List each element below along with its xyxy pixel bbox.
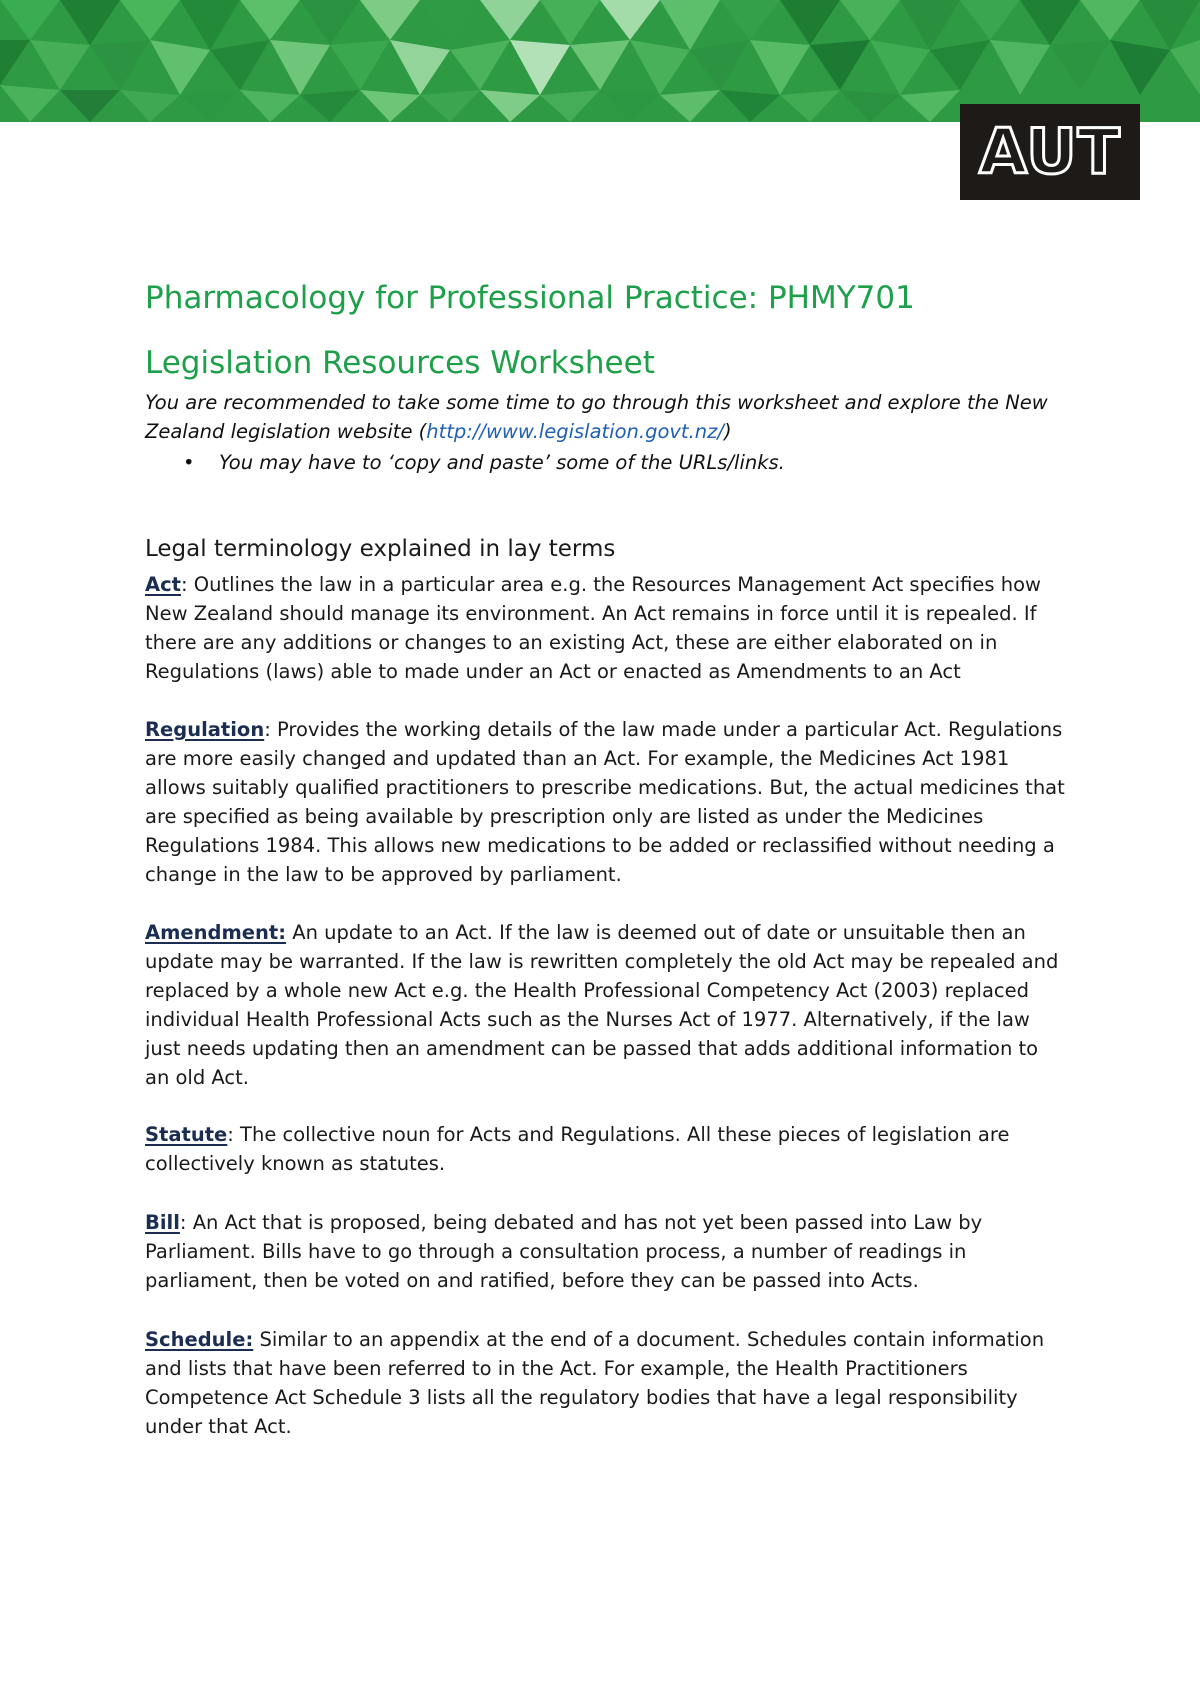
term-regulation: Regulation: Provides the working details of the law made under a particular Act. Regulations are more easily changed and updated than an Act. For example, the Medicines Act 1981 allows suitably qualified practitioners to prescribe medications. But, the actual medicines that are specified as being available by prescription only are listed as under the Medicines Regulations 1984. This allows new medications to be added or reclassified without needing a change in the law to be approved by parliament. [145,718,1065,886]
term-act: Act: Outlines the law in a particular area e.g. the Resources Management Act specifies how New Zealand should manage its environment. An Act remains in force until it is repealed. If there are any additions or changes to an existing Act, these are either elaborated on in Regulations (laws) able to made under an Act or enacted as Amendments to an Act [145,573,1041,683]
aut-logo [960,104,1140,200]
legislation-link[interactable]: http://www.legislation.govt.nz/ [426,420,724,443]
term-name: Statute [145,1123,228,1146]
term-statute: Statute: The collective noun for Acts and Regulations. All these pieces of legislation are collectively known as statutes. [145,1123,1010,1175]
list-item [183,448,785,477]
intro-paragraph [145,388,1065,446]
bullet-text: You may have to ‘copy and paste’ some of the URLs/links. [219,451,785,474]
term-schedule [145,1325,1065,1441]
document-title: Pharmacology for Professional Practice: PHMY701 [145,280,915,316]
term-amendment [145,918,1065,1092]
term-definition: An Act that is proposed, being debated and has not yet been passed into Law by Parliament. Bills have to go through a consultation process, a number of readings in parliament, then be voted on and ratified, before they can be passed into Acts. [145,1211,983,1292]
term-definition: Provides the working details of the law made under a particular Act. Regulations are more easily changed and updated than an Act. For example, the Medicines Act 1981 allows suitably qualified practitioners to prescribe medications. But, the actual medicines that are specified as being available by prescription only are listed as under the Medicines Regulations 1984. This allows new medications to be added or reclassified without needing a change in the law to be approved by parliament. [145,718,1065,886]
term-name: Regulation [145,718,265,741]
term-name: Schedule: [145,1328,254,1351]
aut-logo-text: AUT [979,115,1121,188]
bullet-dot: • [183,451,195,474]
bullet-list [183,448,785,477]
intro-text: You are recommended to take some time to go through this worksheet and explore the New Zealand legislation website ( [145,391,1048,443]
term-definition: Similar to an appendix at the end of a document. Schedules contain information and lists that have been referred to in the Act. For example, the Health Practitioners Competence Act Schedule 3 lists all the regulatory bodies that have a legal responsibility under that Act. [145,1328,1045,1438]
term-definition: Outlines the law in a particular area e.g. the Resources Management Act specifies how New Zealand should manage its environment. An Act remains in force until it is repealed. If there are any additions or changes to an existing Act, these are either elaborated on in Regulations (laws) able to made under an Act or enacted as Amendments to an Act [145,573,1041,683]
intro-close: ) [723,420,732,443]
term-name: Act [145,573,181,596]
section-heading: Legal terminology explained in lay terms [145,536,616,562]
term-definition: The collective noun for Acts and Regulations. All these pieces of legislation are collectively known as statutes. [145,1123,1010,1175]
document-subtitle: Legislation Resources Worksheet [145,345,655,381]
term-bill: Bill: An Act that is proposed, being debated and has not yet been passed into Law by Parliament. Bills have to go through a consultation process, a number of readings in parliament, then be voted on and ratified, before they can be passed into Acts. [145,1211,983,1292]
term-name: Bill [145,1211,180,1234]
term-definition: An update to an Act. If the law is deemed out of date or unsuitable then an update may be warranted. If the law is rewritten completely the old Act may be repealed and replaced by a whole new Act e.g. the Health Professional Competency Act (2003) replaced individual Health Professional Acts such as the Nurses Act of 1977. Alternatively, if the law just needs updating then an amendment can be passed that adds additional information to an old Act. [145,921,1059,1089]
term-name: Amendment: [145,921,287,944]
